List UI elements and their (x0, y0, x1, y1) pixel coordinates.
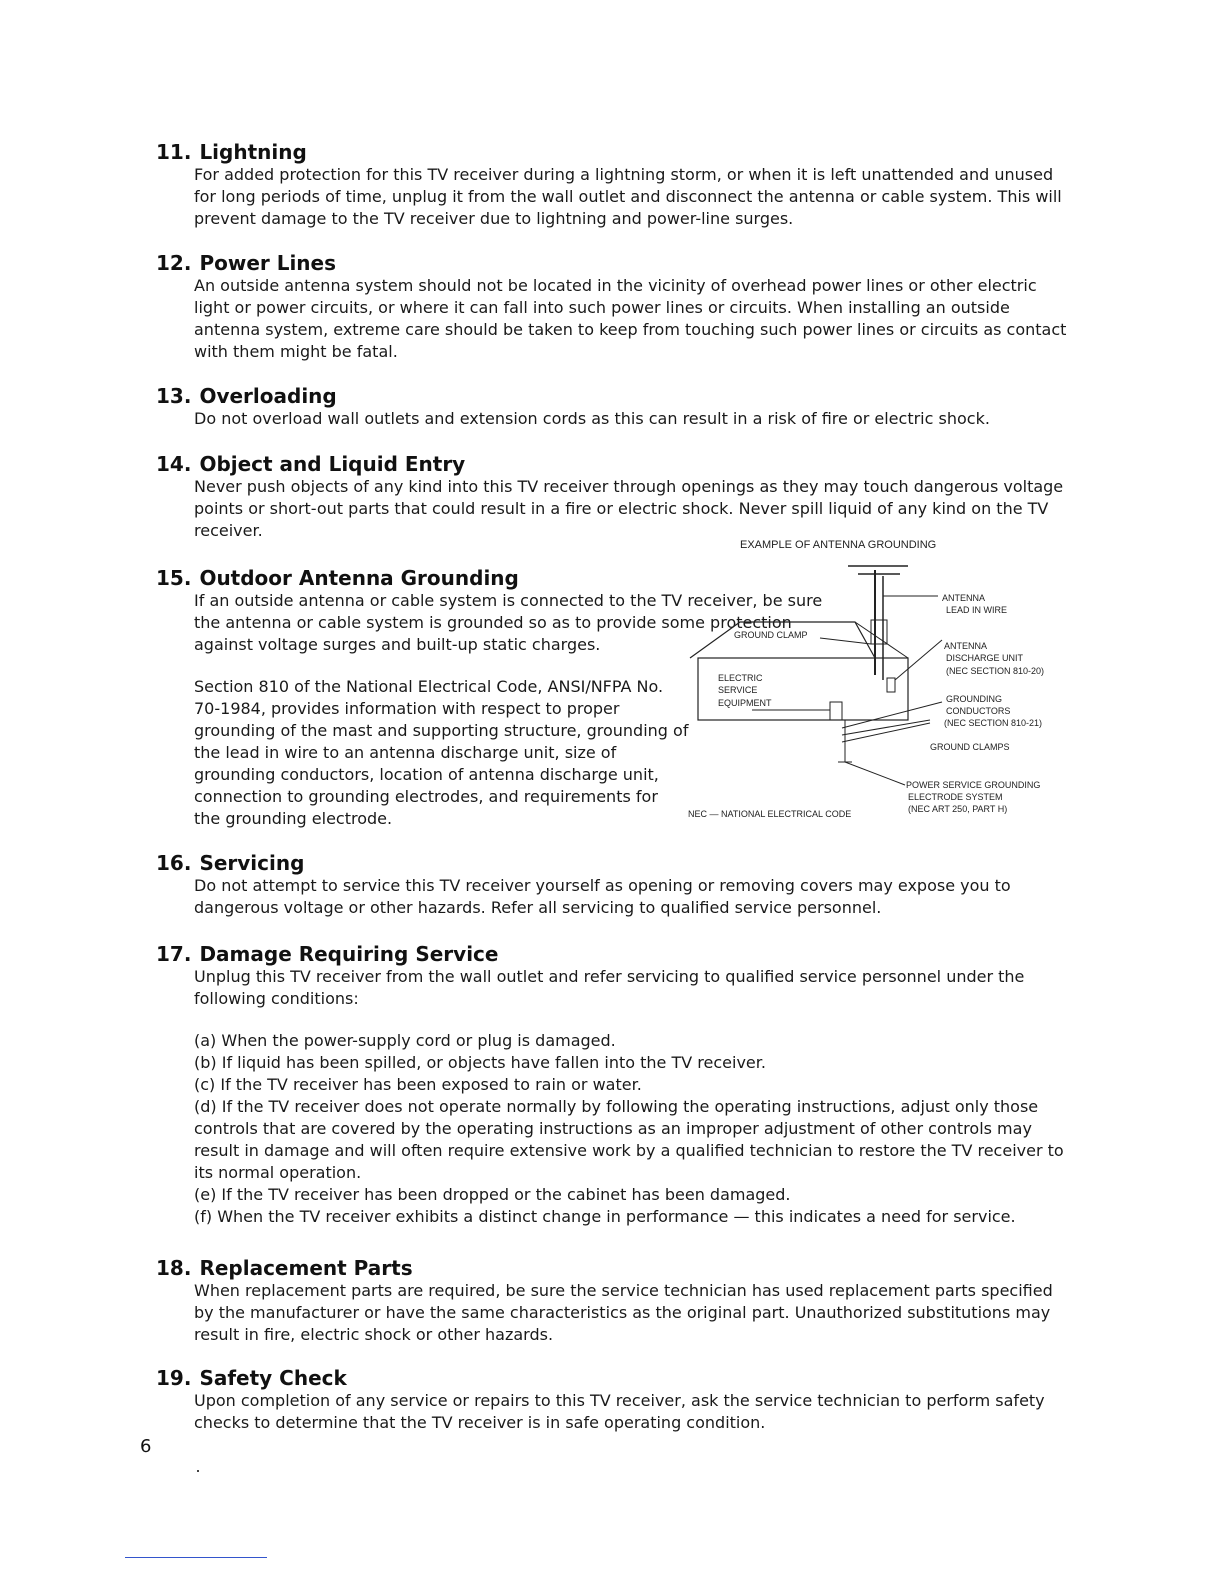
service-equipment-box (830, 702, 842, 720)
section-number: 16. (156, 851, 192, 875)
section-heading (156, 1256, 1076, 1280)
label-service-equipment-1: ELECTRIC (718, 673, 763, 683)
diagram-title: EXAMPLE OF ANTENNA GROUNDING (740, 539, 937, 551)
section-title: Overloading (199, 384, 337, 408)
label-electrode-3: (NEC ART 250, PART H) (908, 804, 1008, 814)
section-damage-requiring-service (156, 942, 1076, 1228)
section-title: Damage Requiring Service (199, 942, 499, 966)
house-roof (690, 622, 875, 658)
leader-electrode-system (845, 762, 905, 785)
condition-item: (e) If the TV receiver has been dropped or the cabinet has been damaged. (194, 1185, 791, 1204)
section-number: 14. (156, 452, 192, 476)
section-number: 17. (156, 942, 192, 966)
section-paragraph: Do not overload wall outlets and extension cords as this can result in a risk of fire or electric shock. (194, 409, 990, 428)
label-electrode-2: ELECTRODE SYSTEM (908, 792, 1003, 802)
section-lightning (156, 140, 1076, 230)
section-paragraph: Section 810 of the National Electrical Code, ANSI/NFPA No. 70-1984, provides information with respect to proper grounding of the mast and supporting structure, grounding of the lead in wire to an antenna discharge unit, size of grounding conductors, location of antenna discharge unit, connection to grounding electrodes, and requirements for the grounding electrode. (194, 677, 689, 828)
label-nec: NEC — NATIONAL ELECTRICAL CODE (688, 809, 852, 819)
leader-ground-clamp (820, 638, 871, 644)
section-body (194, 966, 1076, 1228)
section-paragraph: Do not attempt to service this TV receiver yourself as opening or removing covers may expose you to dangerous voltage or other hazards. Refer all servicing to qualified service personnel. (194, 876, 1011, 917)
section-title: Lightning (199, 140, 307, 164)
label-discharge-unit-3: (NEC SECTION 810-20) (946, 666, 1045, 676)
label-antenna: ANTENNA (942, 593, 986, 603)
house-roof-ridge (855, 622, 908, 658)
section-title: Servicing (199, 851, 305, 875)
section-body (194, 275, 1076, 363)
section-paragraph: For added protection for this TV receiver during a lightning storm, or when it is left unattended and unused for long periods of time, unplug it from the wall outlet and disconnect the antenna or cable system. This will prevent damage to the TV receiver due to lightning and power-line surges. (194, 165, 1062, 228)
section-heading (156, 251, 1076, 275)
section-paragraph: Unplug this TV receiver from the wall outlet and refer servicing to qualified service personnel under the following conditions: (194, 967, 1025, 1008)
section-paragraph: Upon completion of any service or repairs to this TV receiver, ask the service technician to perform safety checks to determine that the TV receiver is in safe operating condition. (194, 1391, 1045, 1432)
label-grounding-conductors-1: GROUNDING (946, 694, 1002, 704)
condition-item: (a) When the power-supply cord or plug is damaged. (194, 1031, 616, 1050)
section-title: Safety Check (199, 1366, 347, 1390)
label-grounding-conductors-3: (NEC SECTION 810-21) (944, 718, 1043, 728)
condition-item: (d) If the TV receiver does not operate normally by following the operating instructions, adjust only those controls that are covered by the operating instructions as an improper adjustment of other controls may result in damage and will often require extensive work by a qualified technician to restore the TV receiver to its normal operation. (194, 1097, 1064, 1182)
label-ground-clamp: GROUND CLAMP (734, 630, 808, 640)
section-body (194, 164, 1076, 230)
section-number: 12. (156, 251, 192, 275)
page-number: 6 (140, 1436, 152, 1457)
condition-item: (c) If the TV receiver has been exposed to rain or water. (194, 1075, 642, 1094)
label-lead-in-wire: LEAD IN WIRE (946, 605, 1008, 615)
section-body (194, 875, 1076, 919)
label-discharge-unit-1: ANTENNA (944, 641, 988, 651)
section-object-liquid-entry (156, 452, 1076, 542)
section-title: Power Lines (199, 251, 337, 275)
section-power-lines (156, 251, 1076, 363)
section-number: 18. (156, 1256, 192, 1280)
section-servicing (156, 851, 1076, 919)
label-ground-clamps: GROUND CLAMPS (930, 742, 1010, 752)
section-paragraph: An outside antenna system should not be located in the vicinity of overhead power lines or other electric light or power circuits, or where it can fall into such power lines or circuits. When installing an outside antenna system, extreme care should be taken to keep from touching such power lines or circuits as contact with them might be fatal. (194, 276, 1067, 361)
section-heading (156, 942, 1076, 966)
leader-discharge-unit (895, 640, 942, 680)
discharge-unit-box (887, 678, 895, 692)
section-body (194, 408, 1076, 430)
section-body (194, 1390, 1076, 1434)
footer-rule (125, 1557, 267, 1558)
section-paragraph: If an outside antenna or cable system is connected to the TV receiver, be sure the antenna or cable system is grounded so as to provide some protection against voltage surges and built-up static charges. (194, 591, 823, 654)
section-title: Object and Liquid Entry (199, 452, 466, 476)
section-number: 15. (156, 566, 192, 590)
label-discharge-unit-2: DISCHARGE UNIT (946, 653, 1024, 663)
section-body (194, 1280, 1076, 1346)
section-heading (156, 1366, 1076, 1390)
section-number: 19. (156, 1366, 192, 1390)
section-overloading (156, 384, 1076, 430)
label-service-equipment-3: EQUIPMENT (718, 698, 772, 708)
section-paragraph: Never push objects of any kind into this TV receiver through openings as they may touch dangerous voltage points or short-out parts that could result in a fire or electric shock. Never spill liquid of any kind on the TV receiver. (194, 477, 1064, 540)
section-title: Outdoor Antenna Grounding (199, 566, 519, 590)
section-heading (156, 851, 1076, 875)
section-replacement-parts (156, 1256, 1076, 1346)
scan-dot (197, 1470, 199, 1472)
antenna-grounding-diagram (680, 530, 1090, 830)
section-number: 13. (156, 384, 192, 408)
ground-clamp-box (871, 620, 887, 644)
section-heading (156, 140, 1076, 164)
condition-item: (f) When the TV receiver exhibits a distinct change in performance — this indicates a need for service. (194, 1207, 1016, 1226)
condition-item: (b) If liquid has been spilled, or objects have fallen into the TV receiver. (194, 1053, 766, 1072)
label-service-equipment-2: SERVICE (718, 685, 758, 695)
label-electrode-1: POWER SERVICE GROUNDING (906, 780, 1041, 790)
section-paragraph: When replacement parts are required, be sure the service technician has used replacement parts specified by the manufacturer or have the same characteristics as the original part. Unauthorized substitutions may result in fire, electric shock or other hazards. (194, 1281, 1053, 1344)
section-heading (156, 452, 1076, 476)
section-title: Replacement Parts (199, 1256, 413, 1280)
section-safety-check (156, 1366, 1076, 1434)
section-number: 11. (156, 140, 192, 164)
label-grounding-conductors-2: CONDUCTORS (946, 706, 1011, 716)
section-heading (156, 384, 1076, 408)
